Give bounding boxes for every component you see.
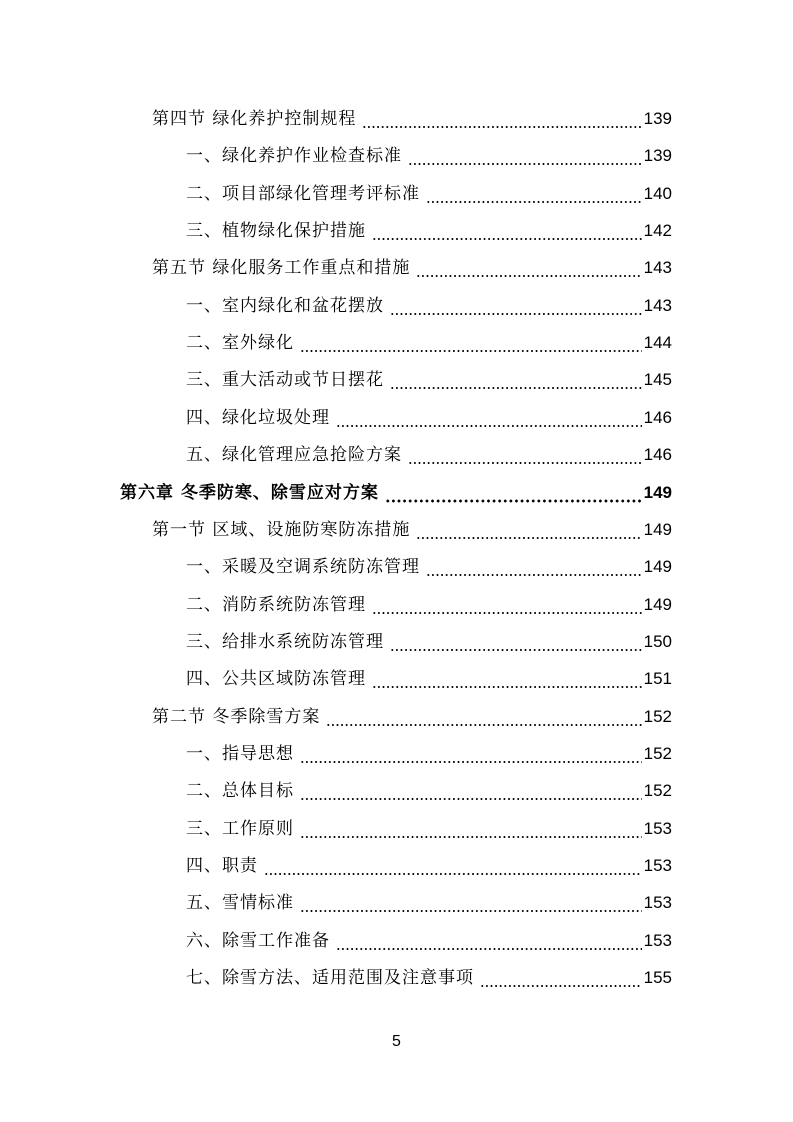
toc-entry-item[interactable] <box>186 218 672 244</box>
toc-entry-item[interactable] <box>186 816 672 842</box>
toc-entry-page: 152 <box>643 743 672 763</box>
toc-entry-item[interactable] <box>186 592 672 618</box>
toc-entry-title: 三、给排水系统防冻管理 <box>186 631 384 652</box>
toc-entry-title: 二、室外绿化 <box>186 333 294 354</box>
toc-entry-title: 三、植物绿化保护措施 <box>186 221 366 242</box>
toc-entry-item[interactable] <box>186 442 672 468</box>
toc-entry-title: 四、公共区域防冻管理 <box>186 669 366 690</box>
dot-leader <box>426 554 642 580</box>
dot-leader <box>416 255 641 281</box>
toc-entry-page: 149 <box>643 519 672 539</box>
toc-entry-item[interactable] <box>186 890 672 916</box>
toc-entry-item[interactable] <box>186 928 672 954</box>
toc-entry-title: 五、绿化管理应急抢险方案 <box>186 445 402 466</box>
dot-leader <box>416 517 641 543</box>
toc-entry-title: 六、除雪工作准备 <box>186 930 330 951</box>
toc-entry-item[interactable] <box>186 778 672 804</box>
toc-entry-item[interactable] <box>186 143 672 169</box>
dot-leader <box>300 330 642 356</box>
toc-entry-section[interactable] <box>152 704 672 730</box>
toc-entry-title: 三、工作原则 <box>186 818 294 839</box>
toc-entry-section[interactable] <box>152 106 672 132</box>
dot-leader <box>390 367 642 393</box>
dot-leader <box>336 928 642 954</box>
toc-entry-title: 二、项目部绿化管理考评标准 <box>186 183 420 204</box>
toc-entry-page: 153 <box>643 930 672 950</box>
toc-entry-title: 一、采暖及空调系统防冻管理 <box>186 557 420 578</box>
toc-entry-section[interactable] <box>152 517 672 543</box>
toc-entry-page: 149 <box>643 482 672 502</box>
toc-entry-page: 150 <box>643 631 672 651</box>
dot-leader <box>408 143 642 169</box>
toc-entry-title: 第一节 区域、设施防寒防冻措施 <box>152 519 411 540</box>
toc-entry-item[interactable] <box>186 181 672 207</box>
toc-entry-title: 一、室内绿化和盆花摆放 <box>186 295 384 316</box>
dot-leader <box>264 853 642 879</box>
dot-leader <box>426 181 642 207</box>
toc-entry-page: 146 <box>643 407 672 427</box>
toc-entry-chapter[interactable] <box>120 480 672 506</box>
toc-entry-page: 149 <box>643 594 672 614</box>
dot-leader <box>408 442 642 468</box>
toc-entry-page: 151 <box>643 669 672 689</box>
toc-entry-item[interactable] <box>186 741 672 767</box>
toc-entry-page: 144 <box>643 333 672 353</box>
toc-entry-page: 143 <box>643 295 672 315</box>
dot-leader <box>480 965 642 991</box>
toc-entry-title: 第四节 绿化养护控制规程 <box>152 109 357 129</box>
dot-leader <box>300 890 642 916</box>
toc-entry-item[interactable] <box>186 405 672 431</box>
dot-leader <box>300 741 642 767</box>
toc-entry-title: 一、绿化养护作业检查标准 <box>186 146 402 167</box>
toc-entry-page: 142 <box>643 221 672 241</box>
toc-entry-title: 第五节 绿化服务工作重点和措施 <box>152 258 411 279</box>
dot-leader <box>390 629 642 655</box>
dot-leader <box>326 704 641 730</box>
toc-entry-page: 145 <box>643 370 672 390</box>
toc-entry-title: 三、重大活动或节日摆花 <box>186 370 384 391</box>
toc-entry-page: 152 <box>643 781 672 801</box>
toc-entry-title: 一、指导思想 <box>186 743 294 764</box>
toc-entry-page: 149 <box>643 557 672 577</box>
toc-entry-title: 五、雪情标准 <box>186 893 294 914</box>
toc-entry-page: 143 <box>643 258 672 278</box>
toc-entry-page: 153 <box>643 818 672 838</box>
dot-leader <box>300 816 642 842</box>
toc-entry-title: 二、消防系统防冻管理 <box>186 594 366 615</box>
dot-leader <box>372 218 642 244</box>
dot-leader <box>390 293 642 319</box>
toc-entry-page: 155 <box>643 968 672 988</box>
toc-entry-item[interactable] <box>186 853 672 879</box>
toc-entry-page: 139 <box>643 146 672 166</box>
dot-leader <box>372 592 642 618</box>
toc-entry-item[interactable] <box>186 293 672 319</box>
toc-entry-page: 153 <box>643 893 672 913</box>
toc-entry-item[interactable] <box>186 330 672 356</box>
dot-leader <box>372 666 642 692</box>
toc-entry-item[interactable] <box>186 629 672 655</box>
toc-entry-item[interactable] <box>186 367 672 393</box>
dot-leader <box>385 480 642 506</box>
toc-entry-page: 139 <box>643 109 672 128</box>
toc-entry-title: 第二节 冬季除雪方案 <box>152 706 321 727</box>
toc-entry-item[interactable] <box>186 965 672 991</box>
toc-entry-item[interactable] <box>186 554 672 580</box>
toc-entry-page: 152 <box>643 706 672 726</box>
toc-entry-page: 146 <box>643 445 672 465</box>
toc-entry-title: 四、绿化垃圾处理 <box>186 407 330 428</box>
toc-entry-title: 第六章 冬季防寒、除雪应对方案 <box>120 482 379 503</box>
dot-leader <box>362 106 641 132</box>
page-number: 5 <box>392 1033 401 1050</box>
toc-entry-section[interactable] <box>152 255 672 281</box>
toc-entry-title: 四、职责 <box>186 856 258 876</box>
dot-leader <box>300 778 642 804</box>
toc-entry-page: 140 <box>643 183 672 203</box>
dot-leader <box>336 405 642 431</box>
toc-entry-item[interactable] <box>186 666 672 692</box>
toc-entry-title: 七、除雪方法、适用范围及注意事项 <box>186 968 474 989</box>
toc-entry-title: 二、总体目标 <box>186 781 294 802</box>
toc-entry-page: 153 <box>643 856 672 875</box>
